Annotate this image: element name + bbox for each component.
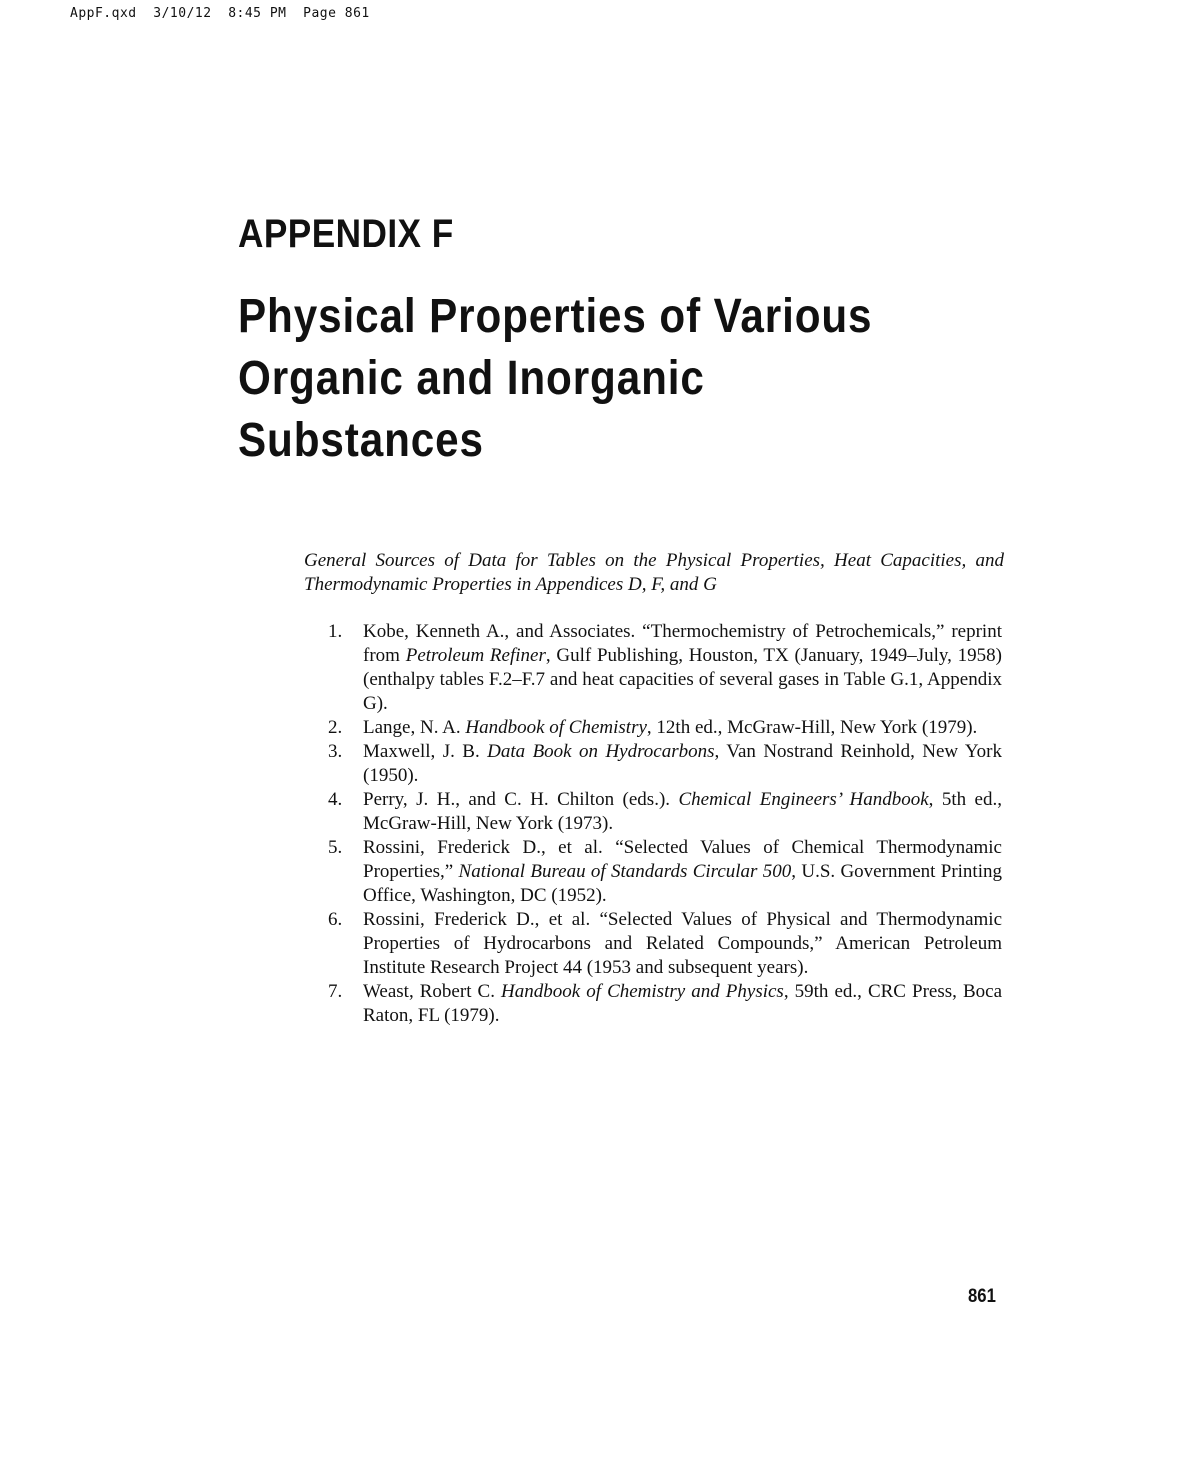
reference-text: , U.S. Government Printing Office, Washington, DC (1952). [363,861,1002,906]
reference-title: National Bureau of Standards Circular 500 [458,861,792,882]
reference-number: 5. [328,837,343,858]
reference-text: Maxwell, J. B. [363,741,488,762]
reference-title: Handbook of Chemistry and Physics [501,981,784,1002]
appendix-label: APPENDIX F [238,212,454,256]
reference-text: Weast, Robert C. [363,981,502,1002]
reference-text: , 5th ed., McGraw-Hill, New York (1973). [363,789,1002,834]
reference-number: 6. [328,909,343,930]
reference-item [322,788,1002,836]
reference-text: Kobe, Kenneth A., and Associates. “Thermochemistry of Petrochemicals,” reprint from [363,621,1002,666]
reference-text: , Van Nostrand Reinhold, New York (1950). [363,741,1003,786]
chapter-title [238,286,960,472]
reference-text: Rossini, Frederick D., et al. “Selected Values of Chemical Thermodynamic Properties,” [363,837,1002,882]
reference-list [322,620,1002,1028]
page-number: 861 [968,1286,996,1307]
reference-item [322,740,1002,788]
reference-item [322,716,1002,740]
reference-number: 1. [328,621,343,642]
reference-text: , 59th ed., CRC Press, Boca Raton, FL (1979). [363,981,1002,1026]
reference-text: , Gulf Publishing, Houston, TX (January, 1949–July, 1958) (enthalpy tables F.2–F.7 and heat capacities of several gases in Table G.1, Appendix G). [363,645,1002,714]
reference-text: , 12th ed., McGraw-Hill, New York (1979). [646,717,978,738]
reference-number: 2. [328,717,343,738]
reference-title: Petroleum Refiner [405,645,546,666]
print-slug-line: AppF.qxd 3/10/12 8:45 PM Page 861 [70,6,370,21]
reference-title: Data Book on Hydrocarbons [487,741,715,762]
chapter-title-line: Organic and Inorganic [238,352,705,405]
reference-number: 3. [328,741,343,762]
chapter-title-line: Substances [238,414,484,467]
reference-item [322,908,1002,980]
reference-text: Lange, N. A. [363,717,466,738]
reference-text: Rossini, Frederick D., et al. “Selected Values of Physical and Thermodynamic Properties of Hydrocarbons and Related Compounds,” American Petroleum Institute Research Project 44 (1953 and subsequent years). [363,909,1002,978]
reference-item [322,620,1002,716]
reference-number: 7. [328,981,343,1002]
reference-text: Perry, J. H., and C. H. Chilton (eds.). [363,789,679,810]
reference-item [322,836,1002,908]
reference-title: Chemical Engineers’ Handbook [678,789,929,810]
reference-item [322,980,1002,1028]
chapter-title-line: Physical Properties of Various [238,290,873,343]
reference-title: Handbook of Chemistry [465,717,647,738]
reference-number: 4. [328,789,343,810]
sources-heading: General Sources of Data for Tables on the Physical Properties, Heat Capacities, and Thermodynamic Properties in Appendices D, F, and G [304,550,1004,595]
